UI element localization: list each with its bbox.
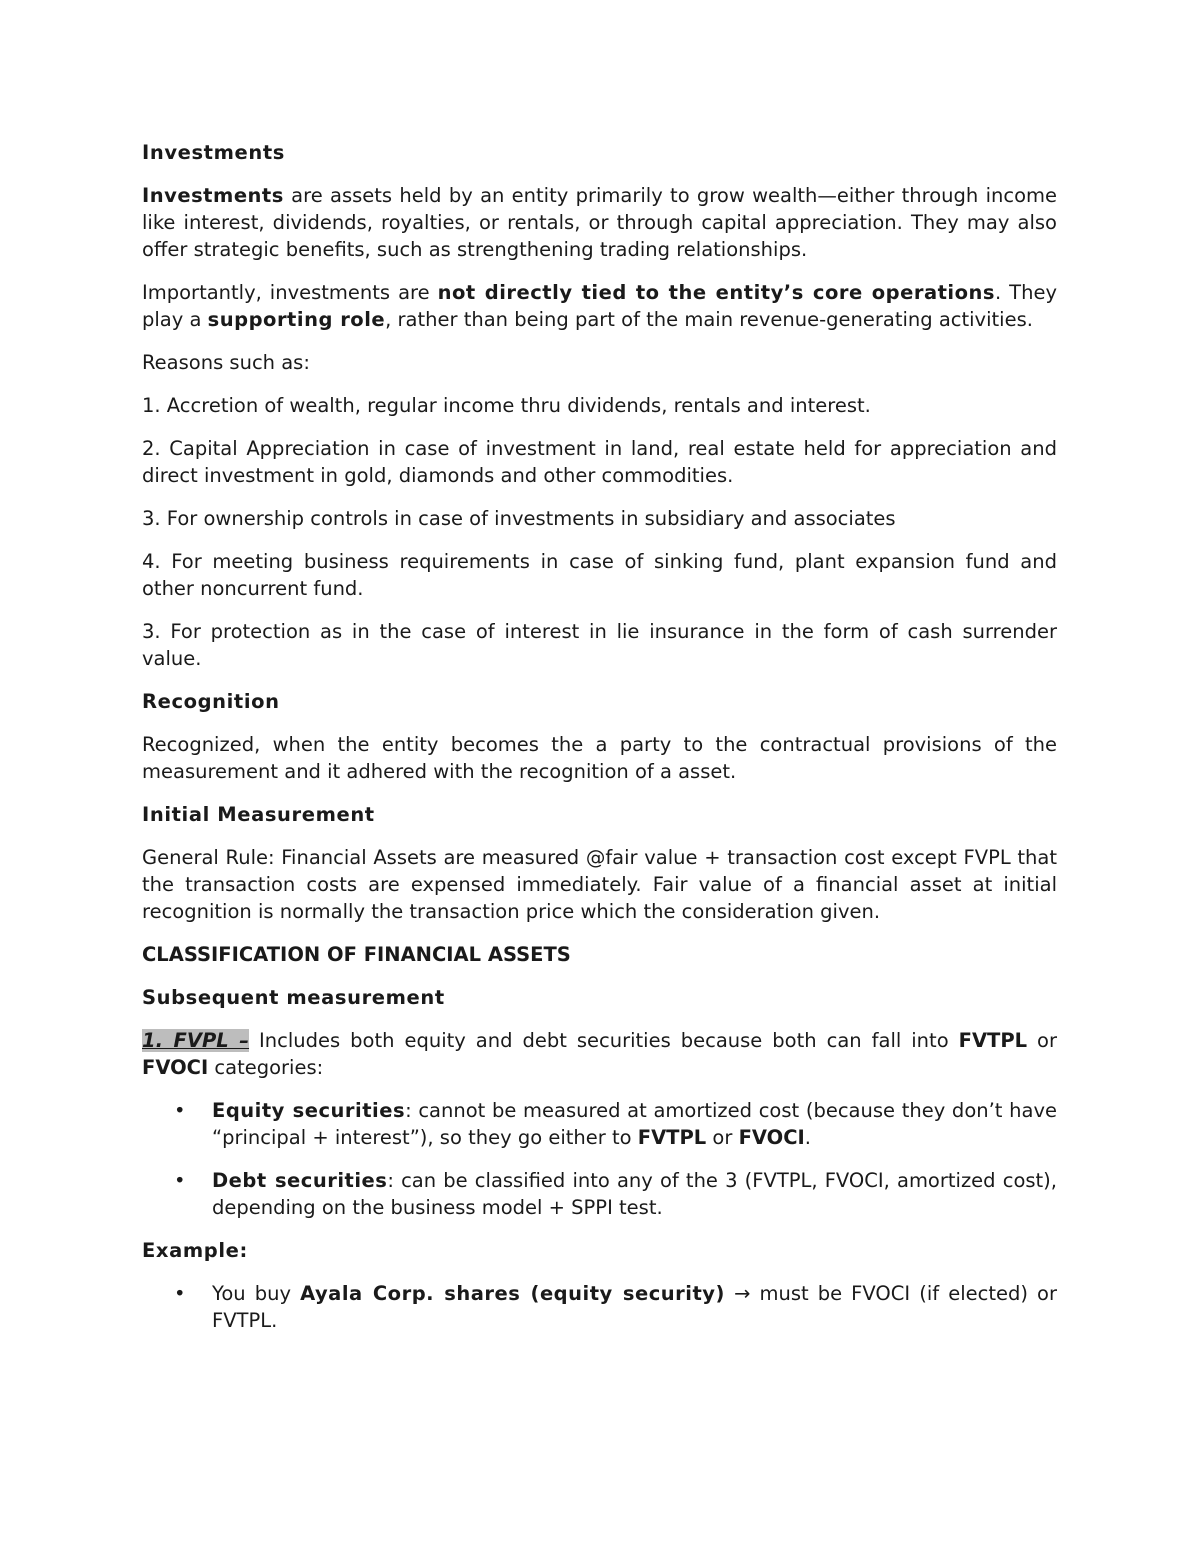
- reasons-intro: Reasons such as:: [142, 351, 310, 374]
- equity-bold-2: FVOCI: [738, 1126, 805, 1149]
- initial-measurement-text: General Rule: Financial Assets are measured @fair value + transaction cost except FVPL that the transaction costs are expensed immediately. Fair value of a financial asset at initial recognition is normally the transaction price which the consideration given.: [142, 846, 1057, 923]
- example-list: [142, 1280, 1057, 1334]
- subsequent-measurement-heading: Subsequent measurement: [142, 986, 445, 1009]
- fvpl-text-1: Includes both equity and debt securities because both can fall into: [249, 1029, 959, 1052]
- classification-heading: CLASSIFICATION OF FINANCIAL ASSETS: [142, 943, 571, 966]
- list-item: [142, 1097, 1057, 1151]
- operations-bold-1: not directly tied to the entity’s core operations: [437, 281, 995, 304]
- operations-paragraph: [142, 279, 1057, 333]
- equity-text-1: : cannot be measured at amortized cost (because they don’t have “principal + interest”), so they go either to: [212, 1099, 1057, 1149]
- debt-text: : can be classified into any of the 3 (FVTPL, FVOCI, amortized cost), depending on the business model + SPPI test.: [212, 1169, 1057, 1219]
- equity-text-2: or: [706, 1126, 739, 1149]
- fvpl-paragraph: [142, 1027, 1057, 1081]
- equity-text-3: .: [804, 1126, 811, 1149]
- reason-item: 1. Accretion of wealth, regular income thru dividends, rentals and interest.: [142, 394, 871, 417]
- document-page: [142, 139, 1057, 1350]
- operations-text-2: . They play a: [142, 281, 1057, 331]
- equity-bold-1: FVTPL: [637, 1126, 707, 1149]
- operations-text-3: , rather than being part of the main revenue-generating activities.: [385, 308, 1033, 331]
- intro-paragraph: [142, 182, 1057, 263]
- intro-text: are assets held by an entity primarily to grow wealth—either through income like interest, dividends, royalties, or rentals, or through capital appreciation. They may also offer strategic benefits, such as strengthening trading relationships.: [142, 184, 1057, 261]
- reason-item: 3. For ownership controls in case of investments in subsidiary and associates: [142, 507, 896, 530]
- list-item: [142, 1167, 1057, 1221]
- recognition-text: Recognized, when the entity becomes the a party to the contractual provisions of the measurement and it adhered with the recognition of a asset.: [142, 733, 1057, 783]
- securities-list: [142, 1097, 1057, 1221]
- example-bold: Ayala Corp. shares (equity security): [300, 1282, 725, 1305]
- example-heading: Example:: [142, 1239, 248, 1262]
- initial-measurement-heading: Initial Measurement: [142, 803, 375, 826]
- example-text-1: You buy: [212, 1282, 301, 1305]
- example-text-2: → must be FVOCI (if elected) or FVTPL.: [212, 1282, 1057, 1332]
- fvpl-bold-1: FVTPL: [958, 1029, 1028, 1052]
- fvpl-label: 1. FVPL –: [142, 1029, 250, 1052]
- reason-item: 3. For protection as in the case of interest in lie insurance in the form of cash surrender value.: [142, 620, 1057, 670]
- operations-bold-2: supporting role: [207, 308, 386, 331]
- fvpl-bold-2: FVOCI: [142, 1056, 209, 1079]
- list-item: [142, 1280, 1057, 1334]
- reason-item: 4. For meeting business requirements in case of sinking fund, plant expansion fund and other noncurrent fund.: [142, 550, 1057, 600]
- equity-label: Equity securities: [212, 1099, 406, 1122]
- recognition-heading: Recognition: [142, 690, 280, 713]
- fvpl-text-3: categories:: [208, 1056, 324, 1079]
- fvpl-text-2: or: [1027, 1029, 1058, 1052]
- reason-item: 2. Capital Appreciation in case of investment in land, real estate held for appreciation and direct investment in gold, diamonds and other commodities.: [142, 437, 1057, 487]
- debt-label: Debt securities: [212, 1169, 388, 1192]
- doc-title: Investments: [142, 141, 285, 164]
- intro-bold-lead: Investments: [142, 184, 284, 207]
- operations-text-1: Importantly, investments are: [142, 281, 438, 304]
